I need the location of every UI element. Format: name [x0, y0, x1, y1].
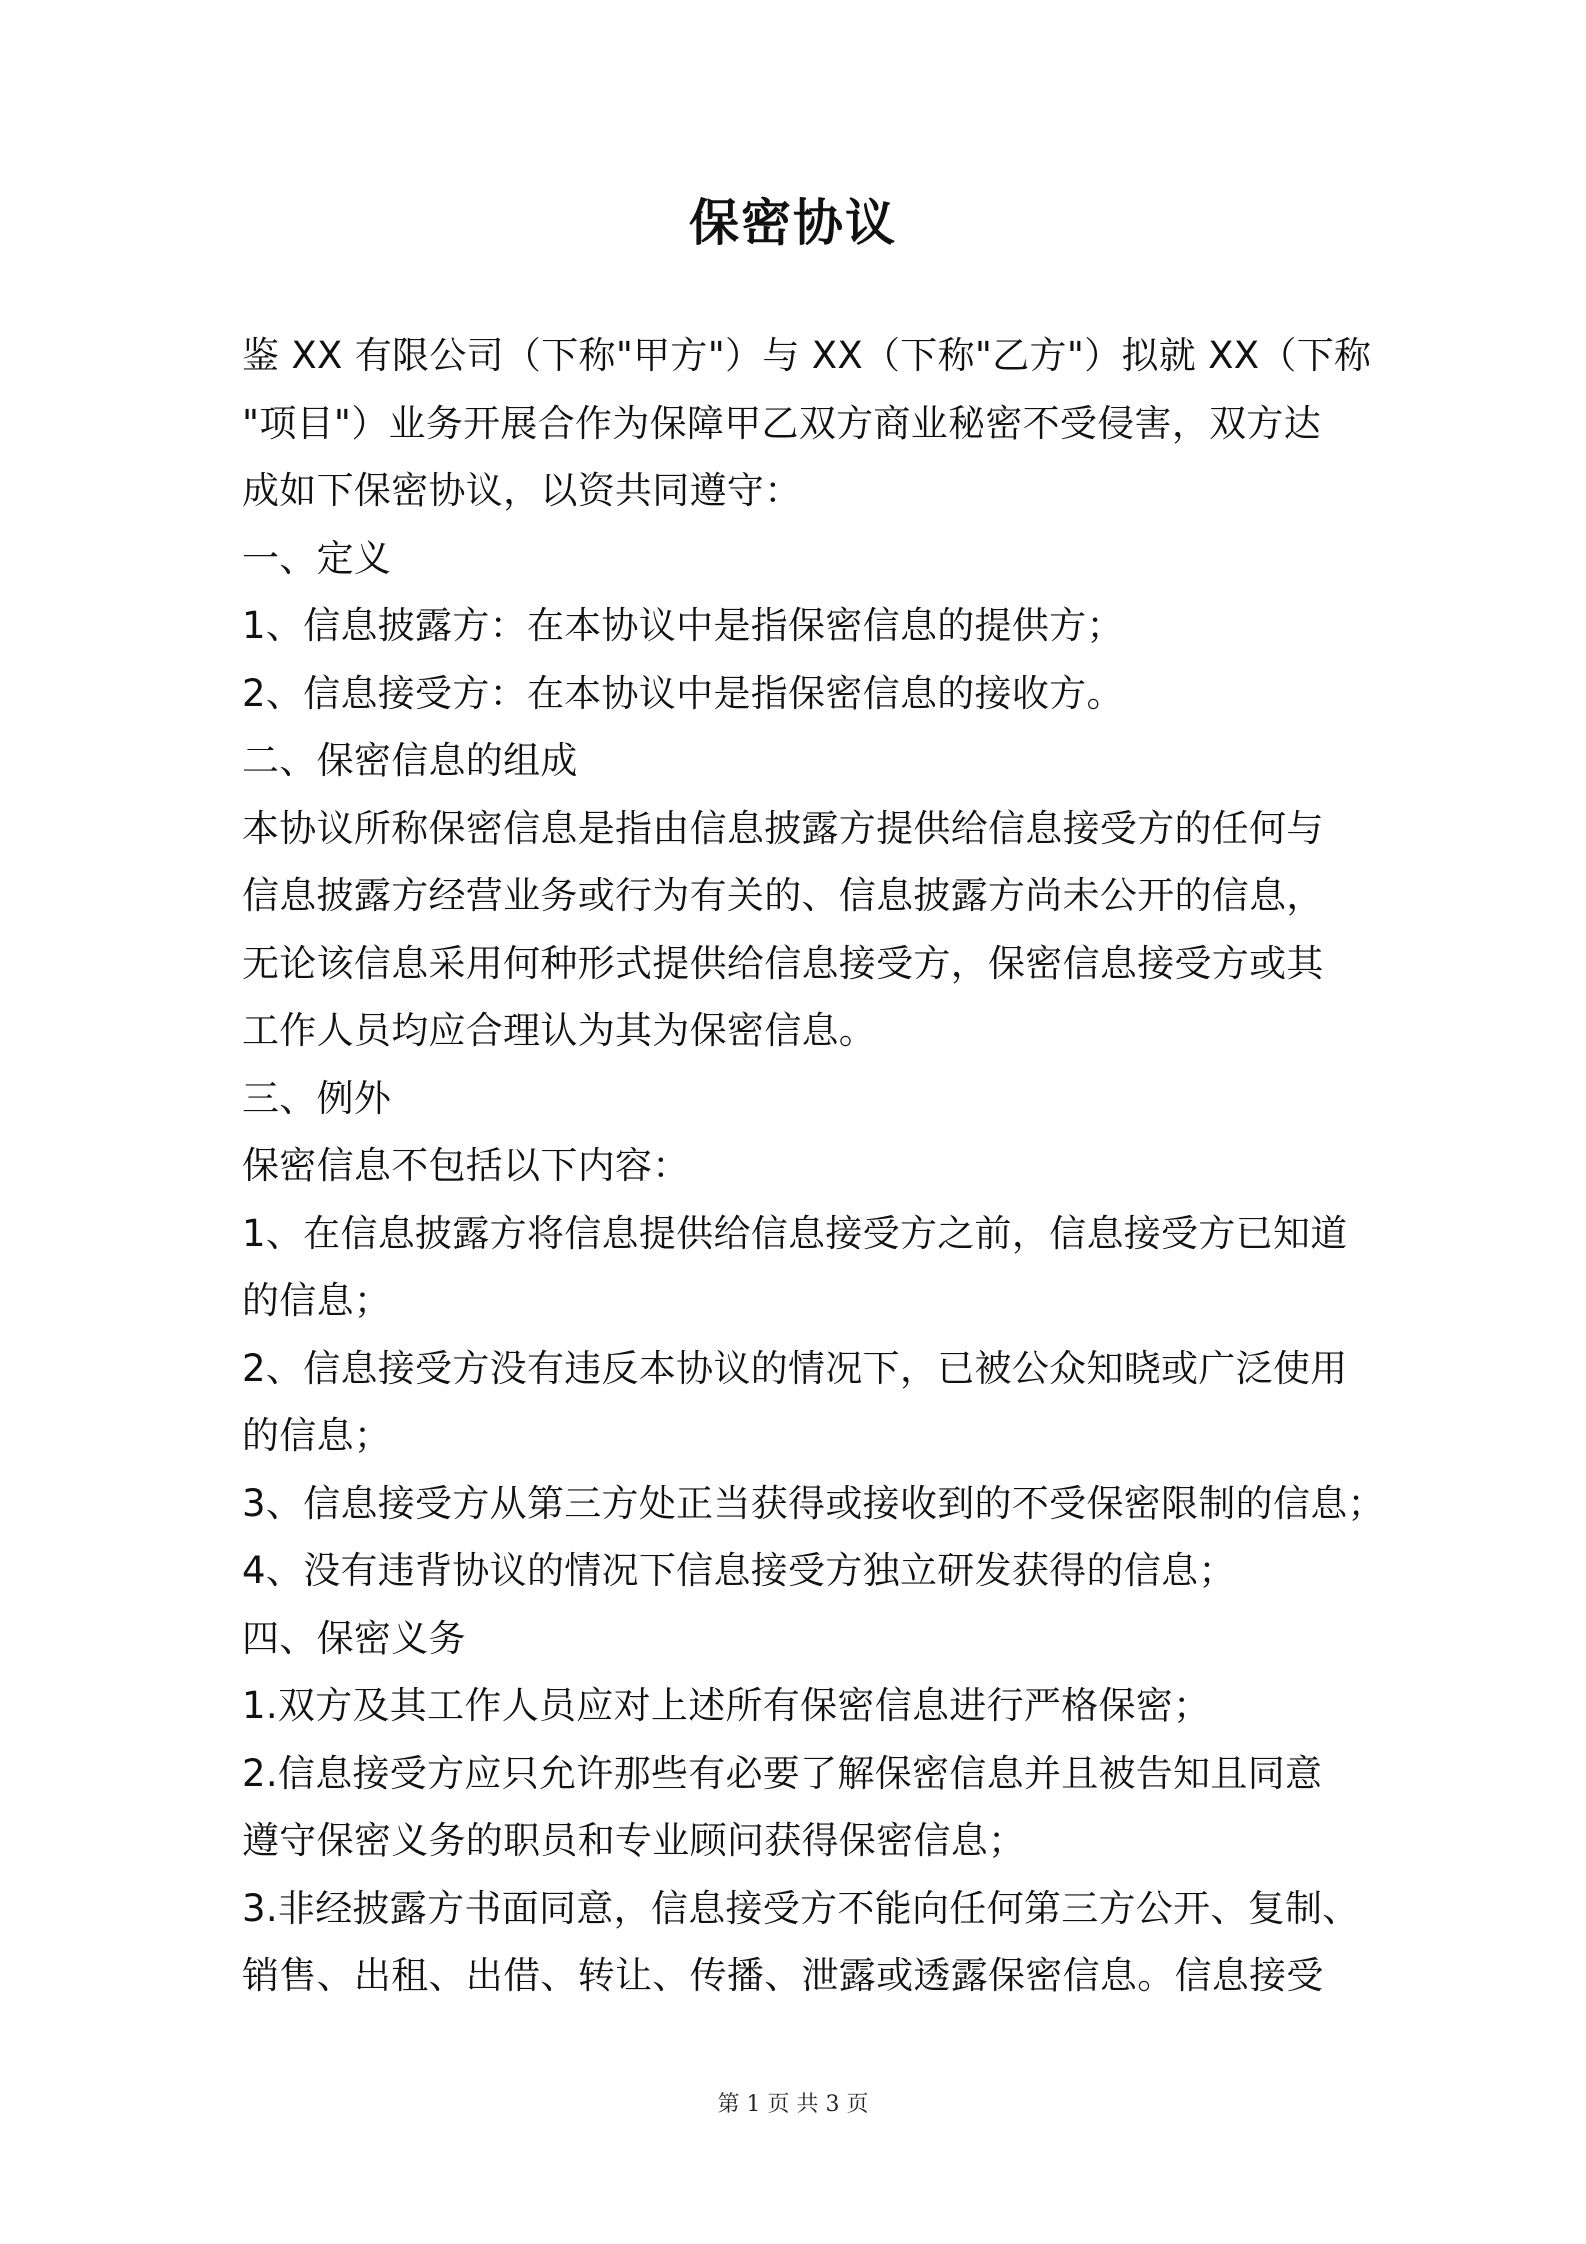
- document-title: 保密协议: [689, 194, 897, 252]
- body-line: 遵守保密义务的职员和专业顾问获得保密信息；: [242, 1819, 1026, 1862]
- body-line: 2、信息接受方：在本协议中是指保密信息的接收方。: [242, 671, 1124, 715]
- section-heading-obligations: 四、保密义务: [242, 1616, 466, 1660]
- body-line: 3.非经披露方书面同意，信息接受方不能向任何第三方公开、复制、: [242, 1886, 1360, 1930]
- body-line: 2.信息接受方应只允许那些有必要了解保密信息并且被告知且同意: [242, 1751, 1323, 1795]
- body-line: 的信息；: [242, 1279, 392, 1322]
- section-heading-definitions: 一、定义: [242, 536, 392, 580]
- section-heading-exceptions: 三、例外: [242, 1076, 392, 1120]
- body-line: 销售、出租、出借、转让、传播、泄露或透露保密信息。信息接受: [242, 1954, 1324, 1997]
- body-line: 本协议所称保密信息是指由信息披露方提供给信息接受方的任何与: [242, 806, 1324, 850]
- section-heading-composition: 二、保密信息的组成: [242, 739, 578, 782]
- body-line: 无论该信息采用何种形式提供给信息接受方，保密信息接受方或其: [242, 941, 1324, 985]
- body-line: 2、信息接受方没有违反本协议的情况下，已被公众知晓或广泛使用: [242, 1346, 1348, 1390]
- body-line: 成如下保密协议，以资共同遵守：: [242, 469, 802, 512]
- document-body: [242, 322, 1385, 2010]
- body-line: 的信息；: [242, 1414, 392, 1457]
- body-line: 保密信息不包括以下内容：: [242, 1144, 690, 1187]
- body-line: 1、信息披露方：在本协议中是指保密信息的提供方；: [242, 604, 1124, 647]
- page-number-footer: 第 1 页 共 3 页: [717, 2092, 869, 2117]
- body-line: "项目"）业务开展合作为保障甲乙双方商业秘密不受侵害，双方达: [242, 401, 1322, 445]
- body-line: 信息披露方经营业务或行为有关的、信息披露方尚未公开的信息，: [242, 874, 1324, 917]
- body-line: 鉴 XX 有限公司（下称"甲方"）与 XX（下称"乙方"）拟就 XX（下称: [242, 334, 1372, 377]
- body-line: 1.双方及其工作人员应对上述所有保密信息进行严格保密；: [242, 1684, 1211, 1727]
- body-line: 工作人员均应合理认为其为保密信息。: [242, 1009, 877, 1052]
- body-line: 4、没有违背协议的情况下信息接受方独立研发获得的信息；: [242, 1549, 1236, 1592]
- body-line: 1、在信息披露方将信息提供给信息接受方之前，信息接受方已知道: [242, 1211, 1348, 1255]
- body-line: 3、信息接受方从第三方处正当获得或接收到的不受保密限制的信息；: [242, 1481, 1385, 1525]
